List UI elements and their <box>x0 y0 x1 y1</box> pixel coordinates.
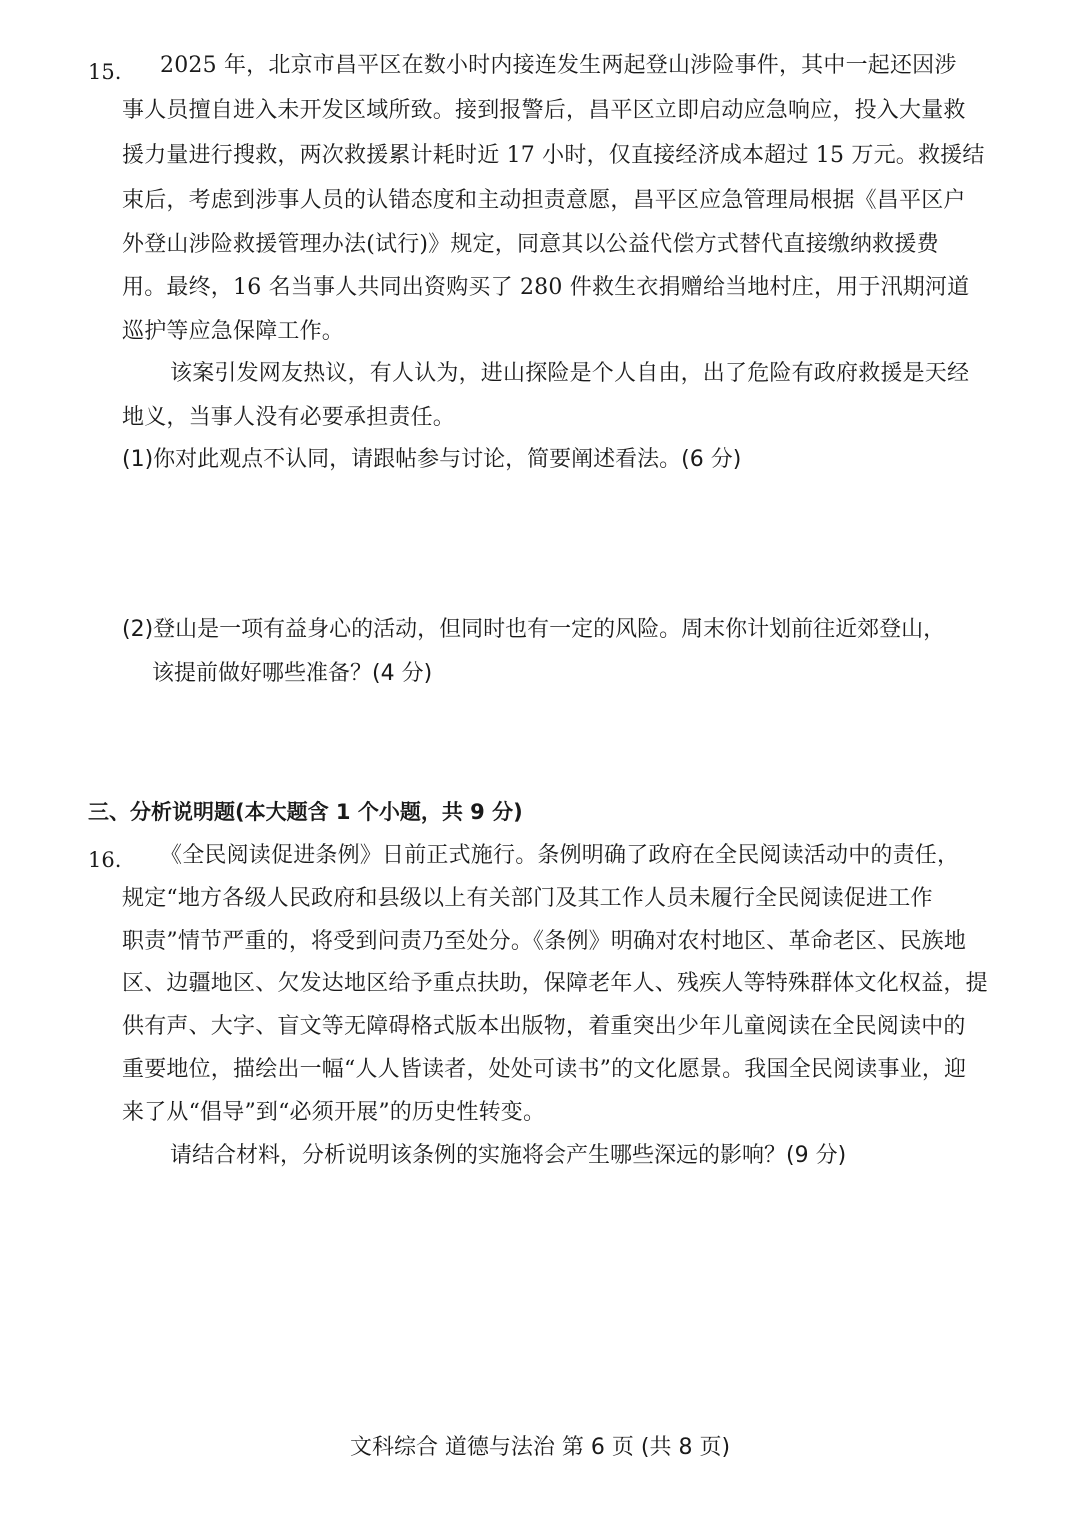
q15-material-line: 用。最终，16 名当事人共同出资购买了 280 件救生衣捐赠给当地村庄，用于汛期河道 <box>122 275 970 300</box>
q16-material-line: 职责”情节严重的，将受到问责乃至处分。《条例》明确对农村地区、革命老区、民族地 <box>122 929 967 954</box>
q15-material-line: 束后，考虑到涉事人员的认错态度和主动担责意愿，昌平区应急管理局根据《昌平区户 <box>122 188 966 213</box>
q15-material-line: 2025 年，北京市昌平区在数小时内接连发生两起登山涉险事件，其中一起还因涉 <box>160 53 957 78</box>
question-16-number: 16. <box>88 848 122 872</box>
q15-opinion-line: 地义，当事人没有必要承担责任。 <box>122 405 456 430</box>
page-footer: 文科综合 道德与法治 第 6 页 (共 8 页) <box>349 1435 731 1460</box>
q16-material-line: 供有声、大字、盲文等无障碍格式版本出版物，着重突出少年儿童阅读在全民阅读中的 <box>122 1014 966 1039</box>
q15-material-line: 外登山涉险救援管理办法(试行)》规定，同意其以公益代偿方式替代直接缴纳救援费 <box>122 232 939 257</box>
q16-material-line: 规定“地方各级人民政府和县级以上有关部门及其工作人员未履行全民阅读促进工作 <box>122 886 933 911</box>
q15-subquestion-1: (1)你对此观点不认同，请跟帖参与讨论，简要阐述看法。(6 分) <box>122 447 742 472</box>
q15-opinion-line: 该案引发网友热议，有人认为，进山探险是个人自由，出了危险有政府救援是天经 <box>170 361 970 386</box>
q16-material-line: 来了从“倡导”到“必须开展”的历史性转变。 <box>122 1100 546 1125</box>
q16-material-line: 《全民阅读促进条例》日前正式施行。条例明确了政府在全民阅读活动中的责任， <box>160 843 960 868</box>
q16-question: 请结合材料，分析说明该条例的实施将会产生哪些深远的影响？(9 分) <box>170 1143 847 1168</box>
q15-material-line: 巡护等应急保障工作。 <box>122 319 345 344</box>
q15-subquestion-2-line: 该提前做好哪些准备？(4 分) <box>152 661 433 686</box>
q15-material-line: 援力量进行搜救，两次救援累计耗时近 17 小时，仅直接经济成本超过 15 万元。救援结 <box>122 143 985 168</box>
question-15-number: 15. <box>88 60 122 84</box>
q16-material-line: 重要地位，描绘出一幅“人人皆读者，处处可读书”的文化愿景。我国全民阅读事业，迎 <box>122 1057 967 1082</box>
section-heading: 三、分析说明题(本大题含 1 个小题，共 9 分) <box>88 800 523 824</box>
q16-material-line: 区、边疆地区、欠发达地区给予重点扶助，保障老年人、残疾人等特殊群体文化权益，提 <box>122 971 988 996</box>
q15-material-line: 事人员擅自进入未开发区域所致。接到报警后，昌平区立即启动应急响应，投入大量救 <box>122 98 966 123</box>
q15-subquestion-2-line: (2)登山是一项有益身心的活动，但同时也有一定的风险。周末你计划前往近郊登山， <box>122 617 946 642</box>
